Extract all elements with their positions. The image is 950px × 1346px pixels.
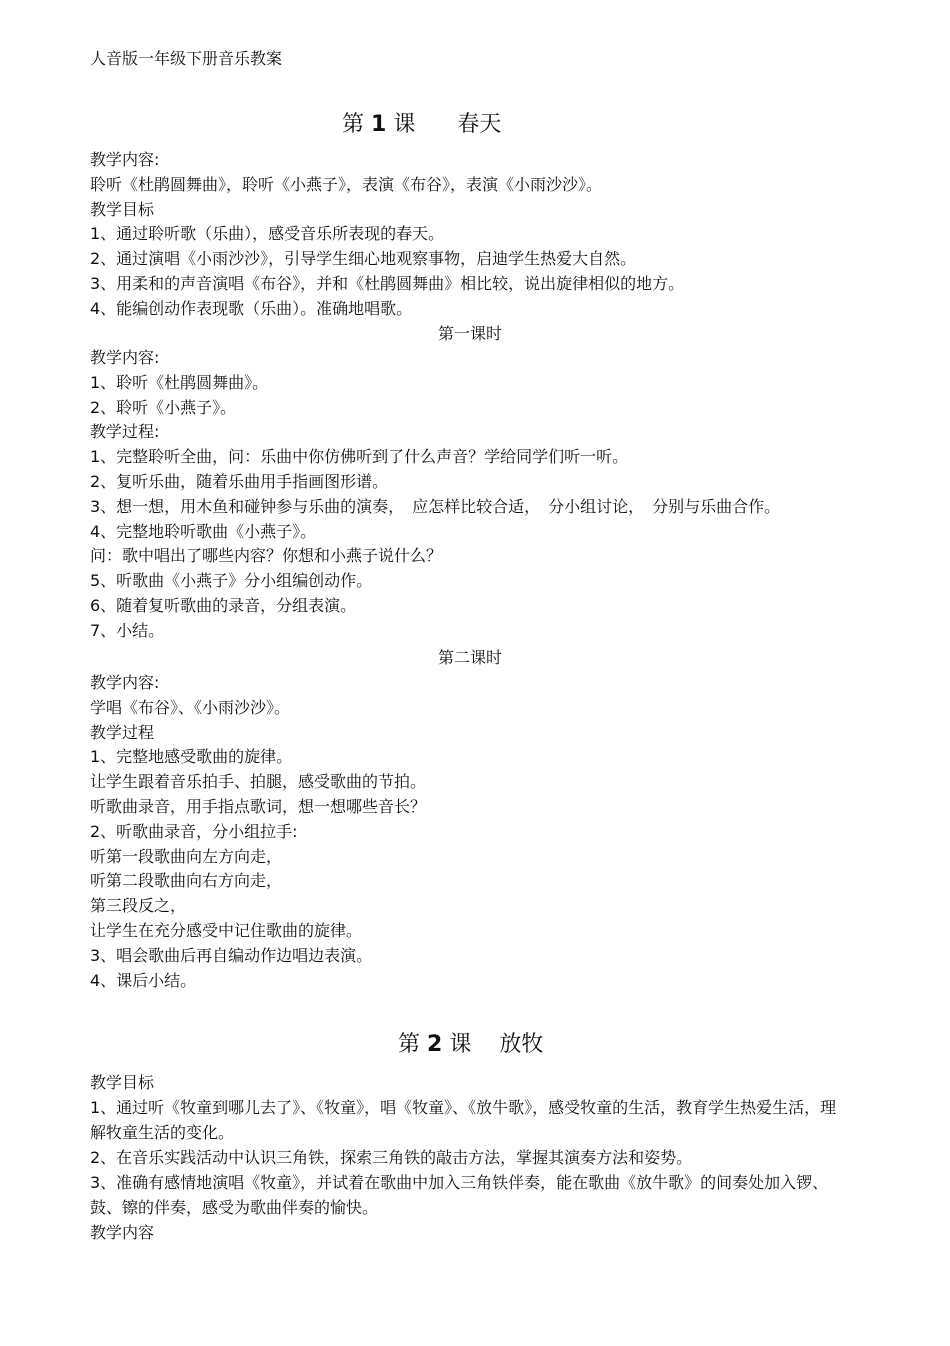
lesson-2-title-prefix: 第 [398, 1032, 421, 1057]
lesson-2-title-suffix: 课 [449, 1032, 472, 1057]
period-2-line: 2、听歌曲录音，分小组拉手: [90, 821, 298, 841]
lesson-2-line: 2、在音乐实践活动中认识三角铁，探索三角铁的敲击方法，掌握其演奏方法和姿势。 [90, 1148, 693, 1167]
period-1-body [90, 346, 860, 644]
lesson-1-title-suffix: 课 [393, 112, 416, 137]
period-1-title: 第一课时 [438, 324, 503, 343]
period-2-line: 听歌曲录音，用手指点歌词，想一想哪些音长？ [90, 796, 427, 816]
period-2-line: 学唱《布谷》、《小雨沙沙》。 [90, 697, 291, 717]
lesson-2-line: 教学目标 [90, 1073, 155, 1092]
page-header: 人音版一年级下册音乐教案 [90, 49, 283, 68]
lesson-1-line: 4、能编创动作表现歌（乐曲）。准确地唱歌。 [90, 298, 413, 318]
period-2-line: 听第二段歌曲向右方向走， [90, 871, 283, 891]
period-2-line: 第三段反之， [90, 896, 187, 916]
period-1-line: 7、小结。 [90, 620, 165, 640]
lesson-2-line: 1、通过听《牧童到哪儿去了》、《牧童》，唱《牧童》、《放牛歌》，感受牧童的生活，教育学生热爱生活，理解牧童生活的变化。 [90, 1098, 837, 1142]
period-1-line: 2、复听乐曲，随着乐曲用手指画图形谱。 [90, 471, 389, 491]
lesson-1-line: 3、用柔和的声音演唱《布谷》，并和《杜鹃圆舞曲》相比较，说出旋律相似的地方。 [90, 273, 685, 293]
period-1-line: 4、完整地聆听歌曲《小燕子》。 [90, 521, 317, 541]
period-2-line: 让学生在充分感受中记住歌曲的旋律。 [90, 920, 363, 940]
period-2-body [90, 671, 860, 993]
lesson-1-line: 2、通过演唱《小雨沙沙》，引导学生细心地观察事物，启迪学生热爱大自然。 [90, 249, 637, 269]
lesson-2-title-number: 2 [427, 1032, 443, 1057]
period-2-line: 教学过程 [90, 722, 155, 742]
period-1-line: 教学过程: [90, 422, 160, 442]
period-1-line: 5、听歌曲《小燕子》分小组编创动作。 [90, 571, 373, 591]
lesson-1-title-number: 1 [371, 112, 387, 137]
period-2-line: 4、课后小结。 [90, 970, 197, 990]
lesson-1-title-prefix: 第 [342, 112, 365, 137]
lesson-2-line: 3、准确有感情地演唱《牧童》，并试着在歌曲中加入三角铁伴奏，能在歌曲《放牛歌》的间奏处加入锣、鼓、镲的伴奏，感受为歌曲伴奏的愉快。 [90, 1173, 829, 1217]
period-1-line: 1、完整聆听全曲，问：乐曲中你仿佛听到了什么声音？学给同学们听一听。 [90, 447, 629, 467]
period-2-line: 1、完整地感受歌曲的旋律。 [90, 747, 293, 767]
period-1-line: 教学内容: [90, 348, 160, 367]
lesson-2-title [398, 1030, 543, 1060]
period-2-line: 听第一段歌曲向左方向走， [90, 846, 283, 866]
lesson-2-line: 教学内容 [90, 1223, 155, 1242]
period-2-title: 第二课时 [438, 648, 503, 667]
lesson-1-line: 1、通过聆听歌（乐曲），感受音乐所表现的春天。 [90, 224, 445, 244]
lesson-2-title-name: 放牧 [499, 1032, 544, 1057]
lesson-2-body [90, 1070, 850, 1245]
period-2-line: 让学生跟着音乐拍手、拍腿，感受歌曲的节拍。 [90, 772, 427, 792]
period-1-line: 1、聆听《杜鹃圆舞曲》。 [90, 372, 269, 392]
period-2-line: 教学内容: [90, 673, 160, 692]
lesson-1-line: 聆听《杜鹃圆舞曲》，聆听《小燕子》，表演《布谷》，表演《小雨沙沙》。 [90, 174, 603, 194]
period-1-line: 6、随着复听歌曲的录音，分组表演。 [90, 595, 357, 615]
period-1-line: 3、想一想，用木鱼和碰钟参与乐曲的演奏， 应怎样比较合适， 分小组讨论， 分别与乐曲合作。 [90, 496, 781, 516]
period-1-line: 问：歌中唱出了哪些内容？你想和小燕子说什么？ [90, 546, 443, 566]
lesson-1-title-name: 春天 [457, 112, 502, 137]
period-2-line: 3、唱会歌曲后再自编动作边唱边表演。 [90, 945, 373, 965]
lesson-1-line: 教学目标 [90, 199, 155, 219]
period-1-line: 2、聆听《小燕子》。 [90, 397, 237, 417]
lesson-1-intro [90, 148, 860, 322]
lesson-1-title [342, 110, 501, 140]
lesson-1-line: 教学内容: [90, 150, 160, 169]
